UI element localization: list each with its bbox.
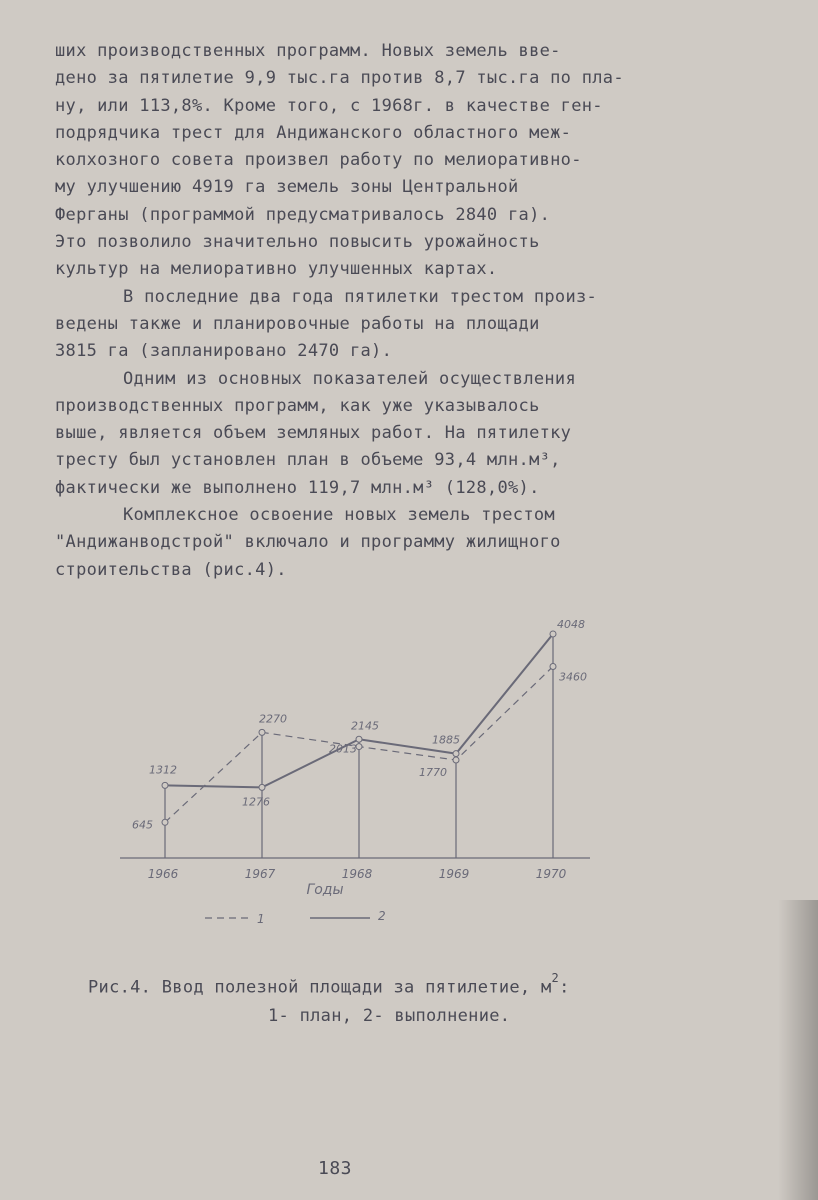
line-chart [120,600,620,940]
text-line: му улучшению 4919 га земель зоны Центральной [55,177,519,198]
body-text [55,38,735,584]
x-tick-label: 1969 [438,867,470,881]
text-line: производственных программ, как уже указывалось [55,395,540,416]
x-tick-label: 1967 [244,867,276,881]
text-line: дено за пятилетие 9,9 тыс.га против 8,7 тыс.га по пла- [55,68,624,89]
data-label: 4048 [557,617,585,631]
text-line: ших производственных программ. Новых земель вве- [55,41,561,61]
text-line: В последние два года пятилетки трестом произ- [123,286,598,307]
legend-label-2: 2 [378,909,386,923]
data-point-series-1 [259,729,265,735]
x-tick-label: 1966 [147,867,179,881]
x-tick-label: 1970 [535,867,567,881]
data-point-series-2 [453,751,459,757]
text-line: колхозного совета произвел работу по мелиоративно- [55,150,582,171]
data-point-series-2 [162,782,168,788]
data-label: 1770 [419,766,447,780]
page-edge-shadow [778,900,818,1200]
caption-colon: : [559,977,570,998]
text-line: фактически же выполнено 119,7 млн.м³ (128,0%). [55,477,540,498]
caption-line-1 [88,968,748,1002]
text-line: тресту был установлен план в объеме 93,4 млн.м³, [55,450,561,471]
text-line: Ферганы (программой предусматривалось 2840 га). [55,204,551,225]
text-line: подрядчика трест для Андижанского областного меж- [55,122,572,143]
data-label: 1312 [149,763,177,777]
text-line: Одним из основных показателей осуществления [123,368,576,389]
data-label: 2013 [329,742,357,756]
legend-label-1: 1 [257,912,265,926]
figure-4 [120,600,620,940]
text-line: ну, или 113,8%. Кроме того, с 1968г. в качестве ген- [55,95,603,116]
data-point-series-2 [356,736,362,742]
caption-superscript: 2 [551,971,560,985]
text-line: Это позволило значительно повысить урожайность [55,232,540,253]
data-point-series-1 [453,757,459,763]
data-label: 2270 [259,712,287,726]
text-line: культур на мелиоративно улучшенных картах. [55,259,498,280]
data-label: 645 [132,818,153,832]
figure-caption [88,968,748,1030]
data-label: 2145 [351,719,379,733]
data-point-series-2 [259,784,265,790]
x-tick-label: 1968 [341,867,373,881]
data-label: 3460 [559,670,587,684]
text-line: 3815 га (запланировано 2470 га). [55,341,393,362]
page-number: 183 [318,1158,353,1179]
data-point-series-1 [162,819,168,825]
data-label: 1276 [242,795,270,809]
text-line: "Андижанводстрой" включало и программу жилищного [55,532,561,553]
text-line: строительства (рис.4). [55,559,287,580]
data-point-series-2 [550,631,556,637]
text-line: Комплексное освоение новых земель трестом [123,505,555,526]
data-point-series-1 [550,663,556,669]
text-line: ведены также и планировочные работы на площади [55,313,540,334]
data-label: 1885 [432,733,460,747]
caption-line-2: 1- план, 2- выполнение. [268,1005,511,1026]
x-axis-label: Годы [306,882,344,898]
text-line: выше, является объем земляных работ. На пятилетку [55,423,572,444]
caption-title: Рис.4. Ввод полезной площади за пятилетие, м [88,977,552,998]
